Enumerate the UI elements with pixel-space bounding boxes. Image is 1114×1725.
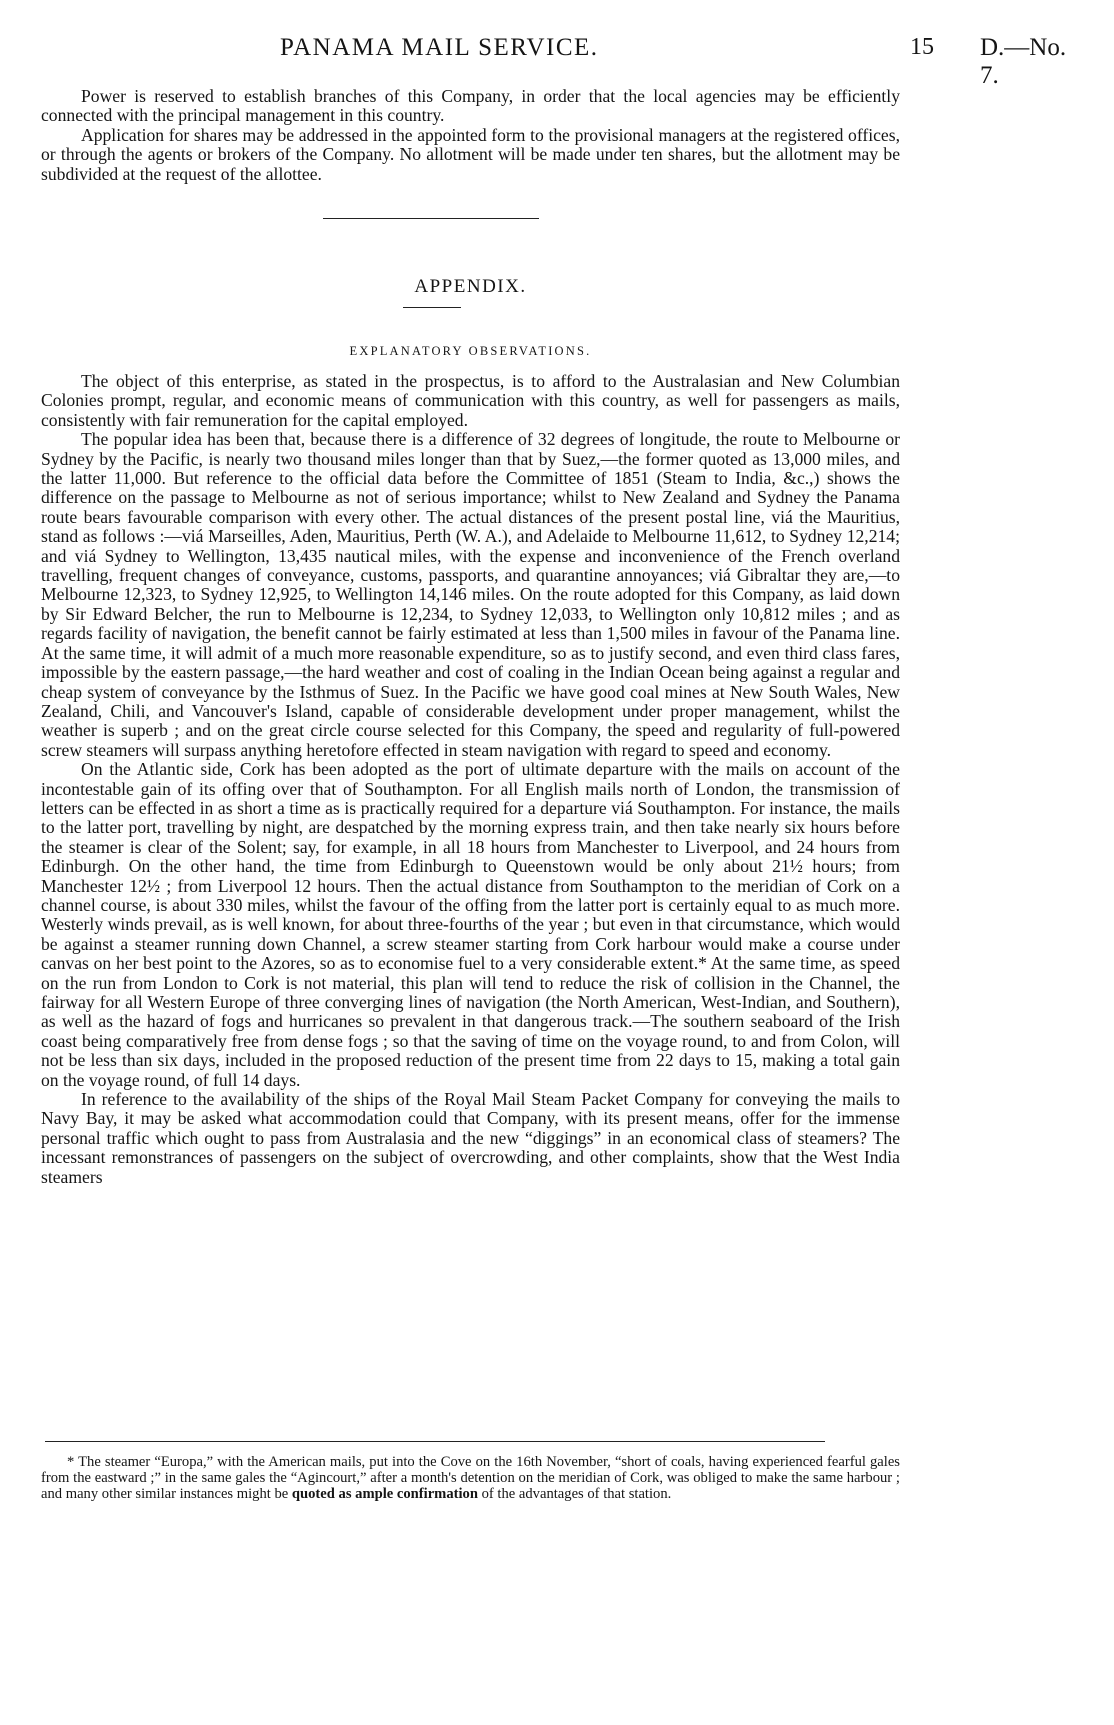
- paragraph: The popular idea has been that, because there is a difference of 32 degrees of longitude, the route to Melbourne or Sydney by the Pacific, is nearly two thousand miles longer than that by Suez,—the former quoted as 13,000 miles, and the latter 11,000. But reference to the official data before the Committee of 1851 (Steam to India, &c.,) shows the difference on the passage to Melbourne as not of serious importance; whilst to New Zealand and Sydney the Panama route bears favourable comparison with every other. The actual distances of the present postal line, viá the Mauritius, stand as follows :—viá Marseilles, Aden, Mauritius, Perth (W. A.), and Adelaide to Melbourne 11,612, to Sydney 12,214; and viá Sydney to Wellington, 13,435 nautical miles, with the expense and inconvenience of the French overland travelling, frequent changes of conveyance, customs, passports, and quarantine annoyances; viá Gibraltar they are,—to Melbourne 12,323, to Sydney 12,925, to Wellington 14,146 miles. On the route adopted for this Company, as laid down by Sir Edward Belcher, the run to Melbourne is 12,234, to Sydney 12,033, to Wellington only 10,812 miles ; and as regards facility of navigation, the benefit cannot be fairly estimated at less than 1,500 miles in favour of the Panama line. At the same time, it will admit of a much more reasonable expenditure, so as to justify second, and even third class fares, impossible by the eastern passage,—the hard weather and cost of coaling in the Indian Ocean being against a regular and cheap system of conveyance by the Isthmus of Suez. In the Pacific we have good coal mines at New South Wales, New Zealand, Chili, and Vancouver's Island, capable of considerable development under proper management, whilst the weather is superb ; and on the great circle course selected for this Company, the speed and regularity of full-powered screw steamers will surpass anything heretofore effected in steam navigation with regard to speed and economy.: [41, 429, 900, 760]
- paragraph: The object of this enterprise, as stated in the prospectus, is to afford to the Australasian and New Columbian Colonies prompt, regular, and economic means of communication with this country, as well for passengers as mails, consistently with fair remuneration for the capital employed.: [41, 371, 900, 430]
- running-title: PANAMA MAIL SERVICE.: [280, 34, 599, 61]
- paragraph: On the Atlantic side, Cork has been adopted as the port of ultimate departure with the mails on account of the incontestable gain of its offing over that of Southampton. For all English mails north of London, the transmission of letters can be effected in as short a time as is practically required for a departure viá Southampton. For instance, the mails to the latter port, travelling by night, are despatched by the morning express train, and then take nearly six hours before the steamer is clear of the Solent; say, for example, in all 18 hours from Manchester to Liverpool, and 24 hours from Edinburgh. On the other hand, the time from Edinburgh to Queenstown would be only about 21½ hours; from Manchester 12½ ; from Liverpool 12 hours. Then the actual distance from Southampton to the meridian of Cork on a channel course, is about 330 miles, whilst the favour of the offing from the latter port is certainly equal to as much more. Westerly winds prevail, as is well known, for about three-fourths of the year ; but even in that circumstance, which would be against a steamer running down Channel, a screw steamer starting from Cork harbour would make a course under canvas on her best point to the Azores, so as to economise fuel to a very considerable extent.* At the same time, as speed on the run from London to Cork is not material, this plan will tend to reduce the risk of collision in the Channel, the fairway for all Western Europe of three converging lines of navigation (the North American, West-Indian, and Southern), as well as the hazard of fogs and hurricanes so prevalent in that dangerous track.—The southern seaboard of the Irish coast being comparatively free from dense fogs ; so that the saving of time on the voyage round, to and from Colon, will not be less than six days, included in the proposed reduction of the present time from 22 days to 15, making a total gain on the voyage round, of full 14 days.: [41, 759, 900, 1090]
- appendix-heading: APPENDIX.: [414, 276, 527, 297]
- page-header: [40, 34, 1074, 89]
- footnote-text: * The steamer “Europa,” with the American mails, put into the Cove on the 16th November, “short of coals, having experienced fearful gales from the eastward ;” in the same gales the “Agincourt,” after a month's detention on the meridian of Cork, was obliged to make the same harbour ; and many other similar instances might be: [41, 1454, 900, 1502]
- paragraph: In reference to the availability of the ships of the Royal Mail Steam Packet Company for conveying the mails to Navy Bay, it may be asked what accommodation could that Company, with its present means, offer for the immense personal traffic which ought to pass from Australasia and the new “diggings” in an economical class of steamers? The incessant remonstrances of passengers on the subject of overcrowding, and other complaints, show that the West India steamers: [41, 1089, 900, 1187]
- footnote-bold: quoted as ample confirmation: [291, 1486, 478, 1502]
- explanatory-subheading: EXPLANATORY OBSERVATIONS.: [349, 344, 592, 358]
- footnote-end: of the advantages of that station.: [481, 1486, 672, 1502]
- paragraph: Application for shares may be addressed in the appointed form to the provisional managers at the registered offices, or through the agents or brokers of the Company. No allotment will be made under ten shares, but the allotment may be subdivided at the request of the allottee.: [41, 124, 900, 184]
- footnote-rule: [45, 1441, 825, 1442]
- intro-section: [41, 87, 900, 184]
- heading-rule: [403, 307, 461, 308]
- paragraph: Power is reserved to establish branches of this Company, in order that the local agencies may be efficiently connected with the principal management in this country.: [41, 86, 900, 126]
- document-reference: D.—No. 7.: [980, 34, 1067, 89]
- footnote: [41, 1454, 900, 1502]
- body-section: [41, 372, 900, 1187]
- section-divider: [323, 218, 539, 219]
- page-number: 15: [910, 34, 934, 60]
